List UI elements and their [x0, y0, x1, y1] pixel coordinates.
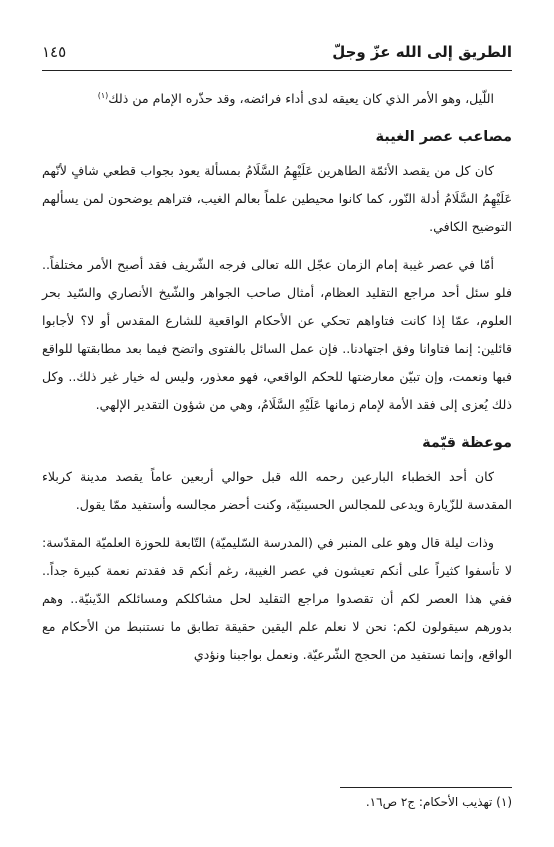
page-header [42, 34, 512, 71]
paragraph: وذات ليلة قال وهو على المنبر في (المدرسة السّليميّة) التّابعة للحوزة العلميّة المقدّسة: لا تأسفوا كثيراً على أنكم تعيشون في عصر الغيبة، رغم أنكم قد فقدتم نعمة كبيرة جداً.. ففي هذا العصر لكم أن تقصدوا مراجع التقليد لحل مشاكلكم ومسائلكم الدّينيّة.. وهم بدورهم سيقولون لكم: نحن لا نعلم علم اليقين حقيقة تطابق ما نستنبط من الأحكام مع الواقع، وإنما نستفيد من الحجج الشّرعيّة. ونعمل بواجبنا ونؤدي [42, 535, 512, 663]
running-title: الطريق إلى الله عزّ وجلّ [332, 43, 512, 61]
paragraph: كان كل من يقصد الأئمّة الطاهرين عَلَيْهِمُ السَّلَامُ بمسألة يعود بجواب قطعي شافٍ لأنّهم عَلَيْهِمُ السَّلَامُ أدلة النّور، كما كانوا محيطين علماً بعالم الغيب، فتراهم يوضحون لمن يسألهم التوضيح الكافي. [42, 163, 512, 235]
page-number: ١٤٥ [42, 43, 67, 61]
footnote: (١) تهذيب الأحكام: ج٢ ص١٦. [365, 795, 512, 809]
footnote-reference: (١) [97, 91, 109, 100]
paragraph: كان أحد الخطباء البارعين رحمه الله قبل حوالي أربعين عاماً يقصد مدينة كربلاء المقدسة للزّيارة ويدعى للمجالس الحسينيّة، وكنت أحضر مجالسه وأستفيد ممّا يقول. [42, 469, 512, 513]
section-heading-sermon: موعظة قيّمة [422, 435, 512, 452]
intro-paragraph [42, 82, 512, 113]
paragraph: أمّا في عصر غيبة إمام الزمان عجّل الله تعالى فرجه الشّريف فقد أصبح الأمر مختلفاً.. فلو سئل أحد مراجع التقليد العظام، أمثال صاحب الجواهر والشّيخ الأنصاري والسّيد بحر العلوم، عمّا إذا كانت فتاواهم تحكي عن الأحكام الواقعية للشارع المقدس أو لا؟ لأجابوا قائلين: إنما فتاوانا وفق اجتهادنا.. فإن عمل السائل بالفتوى واتضح فيما بعد مطابقتها للواقع فبها ونعمت، وإن تبيّن معارضتها للحكم الواقعي، فهو معذور، وليس له خيار غير ذلك.. وكل ذلك يُعزى إلى فقد الأمة لإمام زمانها عَلَيْهِ السَّلَامُ، وهي من شؤون التقدير الإلهي. [42, 257, 512, 413]
page-body [42, 82, 512, 679]
section-heading-hardships: مصاعب عصر الغيبة [375, 129, 512, 146]
footnote-separator [340, 787, 512, 788]
intro-text: اللّيل، وهو الأمر الذي كان يعيقه لدى أداء فرائضه، وقد حذّره الإمام من ذلك [108, 91, 494, 107]
